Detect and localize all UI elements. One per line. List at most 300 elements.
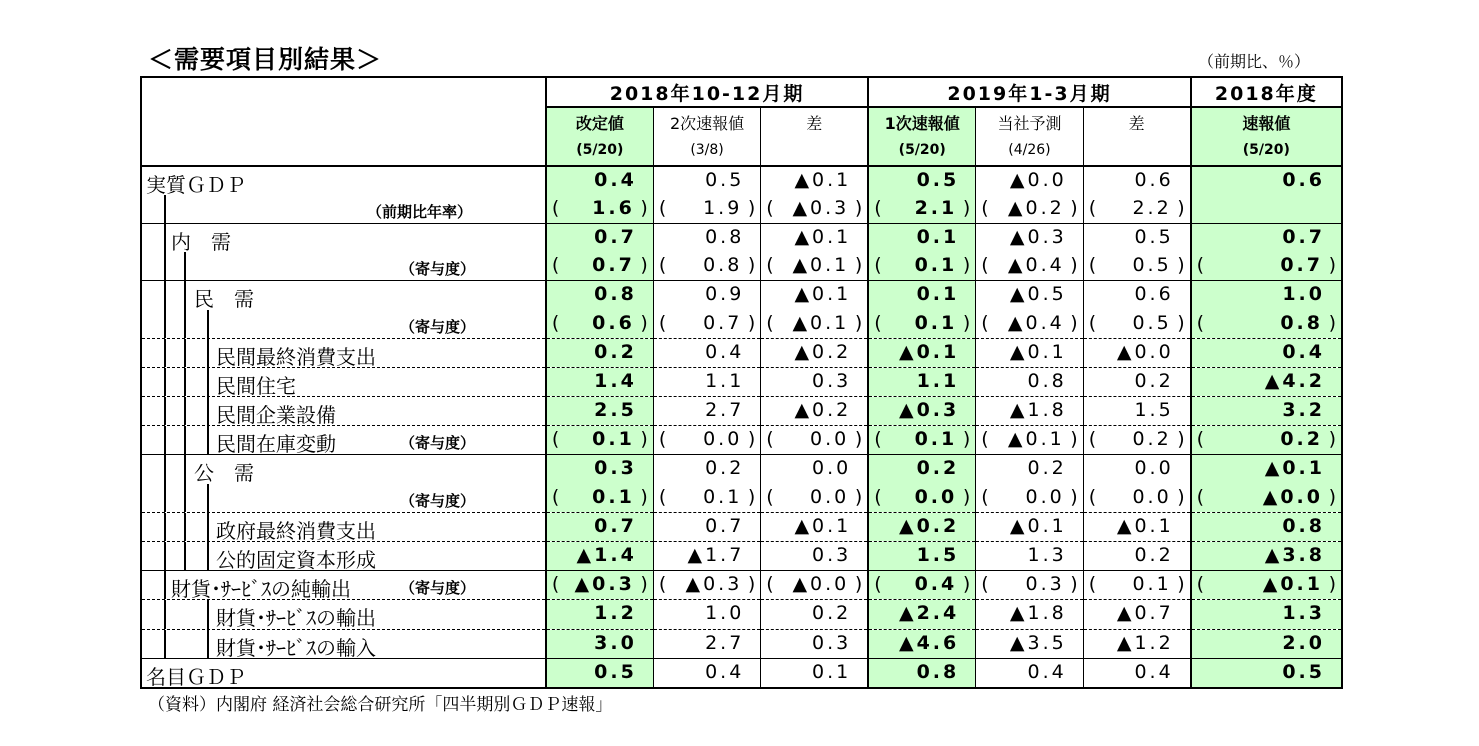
paren-open: (: [874, 485, 882, 508]
column-header: 差: [761, 107, 868, 136]
paren-open: (: [981, 196, 989, 219]
value: ▲0.2: [1007, 196, 1065, 219]
row-label: 民間最終消費支出: [216, 344, 376, 368]
paren-close: ): [854, 254, 863, 277]
paren-open: (: [874, 254, 882, 277]
row-label-cell: [141, 281, 546, 310]
value-cell: [1191, 600, 1342, 629]
row-label: 民間在庫変動: [216, 432, 336, 455]
column-date: [761, 136, 868, 165]
value-cell: [976, 426, 1083, 455]
value: 1.0: [1282, 283, 1325, 306]
paren-close: ): [962, 573, 971, 596]
value-cell: [546, 223, 653, 252]
value: 3.2: [1282, 399, 1325, 422]
value-cell: [1083, 281, 1190, 310]
value: 1.6: [592, 196, 635, 219]
table-row: [141, 281, 1342, 310]
value: ▲3.5: [1009, 631, 1067, 654]
value-cell: [976, 397, 1083, 426]
value: ▲0.3: [898, 399, 960, 422]
paren-open: (: [1088, 196, 1097, 219]
value: 0.3: [1025, 573, 1065, 596]
value: ▲0.0: [1009, 168, 1067, 191]
value: 0.1: [1132, 573, 1172, 596]
paren-open: (: [658, 254, 667, 277]
value: ▲0.4: [1007, 311, 1065, 334]
value-cell: [546, 455, 653, 484]
value-cell: [1191, 252, 1342, 281]
paren-close: ): [854, 573, 863, 596]
value-cell: [976, 455, 1083, 484]
paren-open: (: [1088, 573, 1097, 596]
paren-open: (: [766, 254, 774, 277]
value: ▲0.1: [792, 311, 850, 334]
value-cell: [1191, 455, 1342, 484]
value: ▲0.1: [794, 283, 852, 306]
value-cell: [1083, 484, 1190, 513]
value: ▲4.6: [898, 631, 960, 654]
value: ▲0.1: [1009, 514, 1067, 537]
table-title: ＜需要項目別結果＞: [148, 45, 383, 74]
value: 0.0: [810, 428, 850, 451]
value: 0.1: [703, 485, 743, 508]
value: 0.0: [914, 485, 958, 508]
value: 0.1: [914, 311, 958, 334]
paren-close: ): [1177, 485, 1185, 508]
table-row: [141, 252, 1342, 281]
row-label: 内 需: [171, 229, 231, 253]
value: 0.7: [594, 514, 637, 537]
value-cell: [976, 166, 1083, 195]
value-cell: [546, 397, 653, 426]
value: 0.2: [1134, 369, 1174, 392]
value: ▲1.8: [1009, 399, 1067, 422]
value-cell: [546, 629, 653, 658]
row-label-cell: [141, 455, 546, 484]
paren-open: (: [766, 311, 774, 334]
value: 1.5: [916, 544, 960, 566]
value-cell: [1191, 310, 1342, 339]
column-header: 1次速報値: [868, 107, 975, 136]
paren-open: (: [1196, 485, 1205, 508]
value: 0.0: [1025, 485, 1065, 508]
value: 0.4: [705, 340, 745, 363]
value: ▲0.1: [898, 340, 960, 363]
table-row: [141, 600, 1342, 629]
value-cell: [653, 600, 760, 629]
gdp-demand-table: [140, 76, 1343, 689]
value-cell: [1191, 367, 1342, 396]
table-row: [141, 658, 1342, 688]
value: 0.7: [1282, 225, 1325, 248]
value-cell: [1083, 397, 1190, 426]
table-row: [141, 195, 1342, 224]
value: 0.2: [1027, 457, 1067, 480]
value-cell: [976, 310, 1083, 339]
paren-open: (: [874, 311, 882, 334]
value-cell: [868, 571, 975, 600]
row-label: 民間企業設備: [216, 403, 336, 426]
value: 0.1: [592, 428, 635, 451]
value-cell: [761, 223, 868, 252]
row-label: 民 需: [194, 287, 254, 310]
value-cell: [761, 310, 868, 339]
paren-close: ): [747, 311, 756, 334]
row-label-cell: [141, 512, 546, 541]
value-cell: [546, 281, 653, 310]
row-label-cell: [141, 629, 546, 658]
row-label-cell: [141, 571, 546, 600]
table-row: [141, 223, 1342, 252]
value-cell: [653, 397, 760, 426]
value: ▲4.2: [1264, 369, 1325, 392]
value: 0.0: [810, 485, 850, 508]
value-cell: [1083, 512, 1190, 541]
table-row: [141, 397, 1342, 426]
value-cell: [653, 512, 760, 541]
value: ▲0.4: [1007, 254, 1065, 277]
row-label: 名目ＧＤＰ: [146, 664, 246, 688]
paren-open: (: [981, 311, 989, 334]
paren-open: (: [766, 573, 774, 596]
column-header: 差: [1083, 107, 1190, 136]
value-cell: [761, 397, 868, 426]
paren-open: (: [551, 196, 560, 219]
paren-open: (: [981, 428, 989, 451]
value-cell: [653, 252, 760, 281]
value: ▲0.2: [794, 340, 852, 363]
value: 0.1: [812, 660, 852, 683]
value: ▲1.2: [1116, 631, 1174, 654]
value-cell: [868, 281, 975, 310]
paren-open: (: [658, 311, 667, 334]
value-cell: [761, 455, 868, 484]
value: 2.1: [914, 196, 958, 219]
value: 0.3: [812, 369, 852, 392]
group-header-2019q1: 2019年1-3月期: [868, 77, 1190, 107]
value-cell: [868, 310, 975, 339]
row-label-cell: [141, 338, 546, 367]
paren-open: (: [1196, 254, 1205, 277]
value: 1.3: [1282, 602, 1325, 625]
paren-open: (: [551, 311, 560, 334]
paren-close: ): [1328, 485, 1336, 508]
paren-open: (: [766, 485, 774, 508]
value-cell: [1083, 223, 1190, 252]
value-cell: [546, 600, 653, 629]
paren-close: ): [640, 428, 648, 451]
value: 1.3: [1027, 544, 1067, 566]
value: ▲0.1: [794, 168, 852, 191]
value: 0.3: [594, 457, 637, 480]
row-label: 公的固定資本形成: [216, 548, 376, 571]
paren-close: ): [1070, 196, 1078, 219]
value-cell: [1083, 195, 1190, 224]
paren-open: (: [1088, 485, 1097, 508]
value: 0.2: [812, 602, 852, 625]
value-cell: [761, 195, 868, 224]
paren-close: ): [962, 196, 971, 219]
value: 0.6: [1134, 168, 1174, 191]
paren-open: (: [658, 196, 667, 219]
paren-close: ): [640, 311, 648, 334]
paren-open: (: [981, 573, 989, 596]
value-cell: [1191, 512, 1342, 541]
value-cell: [976, 658, 1083, 688]
value-cell: [1191, 542, 1342, 571]
paren-close: ): [1177, 428, 1185, 451]
value: 0.4: [1282, 340, 1325, 363]
row-label-cell: [141, 310, 546, 339]
row-label: 公 需: [194, 461, 254, 484]
row-sublabel: （寄与度）: [400, 317, 476, 336]
value-cell: [868, 658, 975, 688]
value-cell: [653, 166, 760, 195]
value: 1.1: [705, 369, 745, 392]
paren-close: ): [854, 428, 863, 451]
value-cell: [1083, 426, 1190, 455]
column-header: 当社予測: [976, 107, 1083, 136]
paren-close: ): [1328, 311, 1336, 334]
value-cell: [976, 542, 1083, 571]
value-cell: [653, 338, 760, 367]
value-cell: [1191, 223, 1342, 252]
value: ▲0.1: [1007, 428, 1065, 451]
value: 1.0: [705, 602, 745, 625]
value-cell: [1191, 571, 1342, 600]
value-cell: [868, 223, 975, 252]
value: ▲2.4: [898, 602, 960, 625]
paren-close: ): [962, 311, 971, 334]
paren-close: ): [747, 573, 756, 596]
value-cell: [1083, 658, 1190, 688]
value: ▲3.8: [1264, 544, 1325, 566]
value-cell: [976, 252, 1083, 281]
value: 0.7: [594, 225, 637, 248]
value-cell: [1191, 629, 1342, 658]
value-cell: [653, 310, 760, 339]
value: 0.8: [703, 254, 743, 277]
value-cell: [653, 426, 760, 455]
value-cell: [761, 571, 868, 600]
source-note: （資料）内閣府 経済社会総合研究所「四半期別ＧＤＰ速報」: [148, 695, 613, 715]
value-cell: [1083, 252, 1190, 281]
value-cell: [761, 367, 868, 396]
value-cell: [653, 542, 760, 571]
value: 0.7: [705, 514, 745, 537]
row-label-cell: [141, 426, 546, 455]
value-cell: [546, 367, 653, 396]
value: 0.4: [705, 660, 745, 683]
value-cell: [976, 629, 1083, 658]
value-cell: [653, 367, 760, 396]
value: 0.8: [705, 225, 745, 248]
value: ▲0.1: [1116, 514, 1174, 537]
row-label-cell: [141, 542, 546, 571]
table-row: [141, 629, 1342, 658]
value-cell: [1083, 571, 1190, 600]
value: ▲0.1: [1264, 457, 1325, 480]
value: 0.5: [1282, 660, 1325, 683]
row-label-cell: [141, 223, 546, 252]
paren-open: (: [1196, 311, 1205, 334]
paren-close: ): [1328, 254, 1336, 277]
value-cell: [546, 310, 653, 339]
value: 0.5: [594, 660, 637, 683]
value-cell: [761, 600, 868, 629]
value: ▲0.3: [1009, 225, 1067, 248]
value: ▲0.1: [794, 514, 852, 537]
group-header-2018q4: 2018年10-12月期: [546, 77, 868, 107]
value-cell: [868, 397, 975, 426]
value: 0.2: [594, 340, 637, 363]
value: 0.7: [1280, 254, 1323, 277]
value: ▲0.1: [792, 254, 850, 277]
group-header-fy2018: 2018年度: [1191, 77, 1342, 107]
table-row: [141, 338, 1342, 367]
paren-close: ): [1177, 573, 1185, 596]
value: 1.2: [594, 602, 637, 625]
row-sublabel: （前期比年率）: [367, 202, 473, 221]
value-cell: [1191, 426, 1342, 455]
paren-close: ): [747, 428, 756, 451]
value: 0.9: [705, 283, 745, 306]
value: 0.5: [916, 168, 960, 191]
value: 1.4: [594, 369, 637, 392]
column-header: 速報値: [1191, 107, 1342, 136]
row-label: 実質ＧＤＰ: [146, 172, 246, 195]
row-label: 財貨･ｻｰﾋﾞｽの純輸出: [171, 577, 351, 600]
value-cell: [976, 571, 1083, 600]
table-row: [141, 542, 1342, 571]
value: ▲0.2: [794, 399, 852, 422]
row-sublabel: （寄与度）: [400, 491, 476, 510]
value: 0.4: [1027, 660, 1067, 683]
paren-close: ): [640, 254, 648, 277]
value-cell: [868, 600, 975, 629]
paren-open: (: [981, 254, 989, 277]
column-date: (4/26): [976, 136, 1083, 165]
value-cell: [761, 484, 868, 513]
row-sublabel: （寄与度）: [400, 434, 476, 453]
value: 0.6: [592, 311, 635, 334]
value-cell: [546, 166, 653, 195]
value-cell: [546, 484, 653, 513]
paren-close: ): [747, 196, 756, 219]
column-date: (5/20): [1191, 136, 1342, 165]
value-cell: [868, 195, 975, 224]
value: 0.1: [592, 485, 635, 508]
table-row: [141, 426, 1342, 455]
value: ▲0.1: [794, 225, 852, 248]
paren-open: (: [551, 485, 560, 508]
value: 1.5: [1134, 399, 1174, 422]
value: ▲1.7: [687, 544, 745, 566]
paren-open: (: [551, 573, 560, 596]
value-cell: [761, 166, 868, 195]
value-cell: [1083, 600, 1190, 629]
value: 0.1: [916, 283, 960, 306]
value-cell: [761, 252, 868, 281]
table-row: [141, 512, 1342, 541]
paren-open: (: [874, 573, 882, 596]
value-cell: [976, 512, 1083, 541]
value: 0.0: [1132, 485, 1172, 508]
paren-open: (: [658, 485, 667, 508]
row-label-cell: [141, 397, 546, 426]
column-date: (5/20): [868, 136, 975, 165]
paren-close: ): [1070, 573, 1078, 596]
column-header: 2次速報値: [653, 107, 760, 136]
value: 0.7: [592, 254, 635, 277]
value: ▲0.3: [685, 573, 743, 596]
value-cell: [653, 223, 760, 252]
value-cell: [868, 426, 975, 455]
paren-open: (: [766, 428, 774, 451]
paren-open: (: [766, 196, 774, 219]
value-cell: [976, 338, 1083, 367]
row-label-cell: [141, 367, 546, 396]
value-cell: [546, 658, 653, 688]
value: 0.2: [1280, 428, 1323, 451]
value: 0.8: [1280, 311, 1323, 334]
row-label-cell: [141, 195, 546, 224]
value-cell: [546, 252, 653, 281]
value: 0.2: [916, 457, 960, 480]
row-label: 民間住宅: [216, 373, 296, 397]
value-cell: [868, 367, 975, 396]
value: 0.4: [594, 168, 637, 191]
value: 1.1: [916, 369, 960, 392]
paren-open: (: [658, 573, 667, 596]
value: ▲0.1: [1009, 340, 1067, 363]
value-cell: [761, 281, 868, 310]
paren-open: (: [1088, 254, 1097, 277]
value: 0.4: [914, 573, 958, 596]
column-header: 改定値: [546, 107, 653, 136]
value-cell: [761, 338, 868, 367]
value-cell: [976, 367, 1083, 396]
paren-close: ): [1328, 573, 1336, 596]
value: 0.1: [914, 254, 958, 277]
paren-open: (: [874, 196, 882, 219]
row-label: 財貨･ｻｰﾋﾞｽの輸出: [216, 606, 376, 630]
value-cell: [976, 600, 1083, 629]
paren-close: ): [747, 254, 756, 277]
value: 0.2: [1134, 544, 1174, 566]
paren-close: ): [1070, 428, 1078, 451]
table-row: [141, 367, 1342, 396]
paren-open: (: [658, 428, 667, 451]
value: ▲0.5: [1009, 283, 1067, 306]
value-cell: [976, 195, 1083, 224]
row-label-cell: [141, 166, 546, 195]
table-row: [141, 166, 1342, 195]
paren-close: ): [1328, 428, 1336, 451]
value-cell: [868, 338, 975, 367]
value-cell: [1083, 310, 1190, 339]
value: 0.8: [1027, 369, 1067, 392]
paren-close: ): [854, 196, 863, 219]
row-sublabel: （寄与度）: [400, 260, 476, 279]
table-row: [141, 310, 1342, 339]
column-date: [1083, 136, 1190, 165]
value-cell: [653, 571, 760, 600]
column-date: (5/20): [546, 136, 653, 165]
paren-close: ): [640, 196, 648, 219]
value-cell: [761, 426, 868, 455]
